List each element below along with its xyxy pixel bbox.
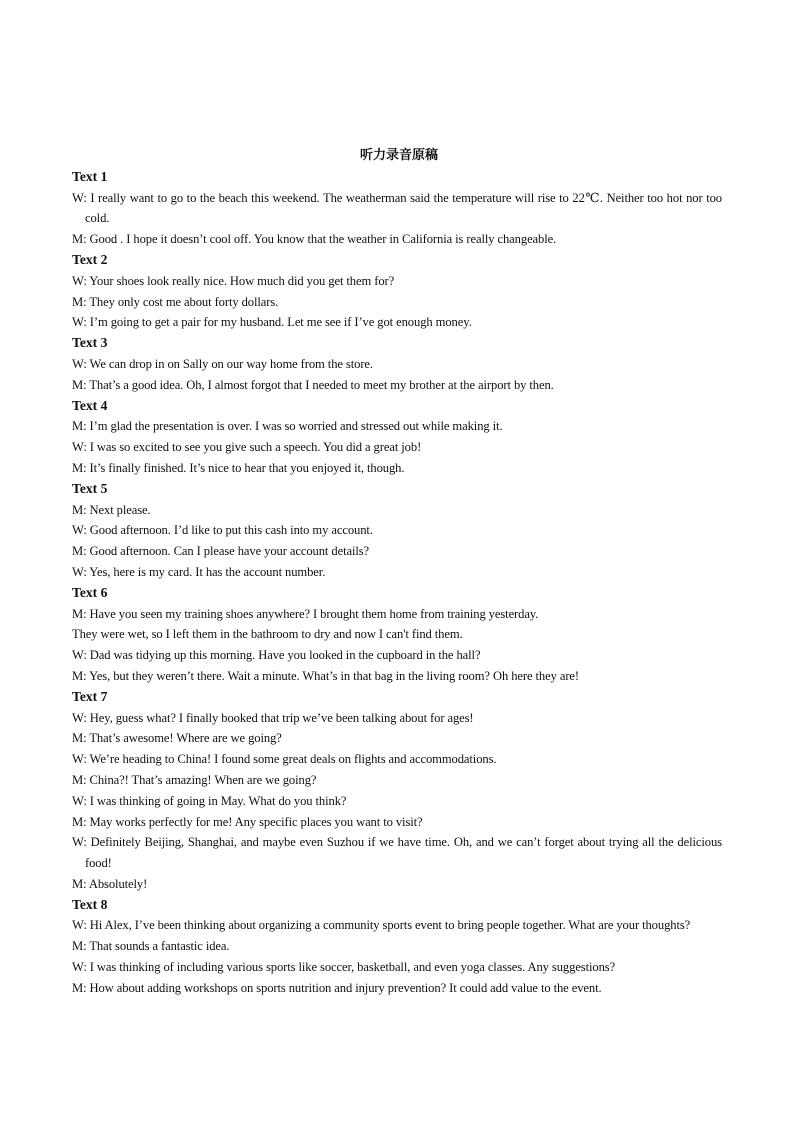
section-heading: Text 5 [72,480,108,496]
dialogue-line: M: It’s finally finished. It’s nice to hear that you enjoyed it, though. [72,460,405,475]
dialogue-line: W: I’m going to get a pair for my husband. Let me see if I’ve got enough money. [72,315,472,330]
dialogue-line: M: China?! That’s amazing! When are we going? [72,772,317,787]
section-heading: Text 6 [72,584,108,600]
section-heading: Text 2 [72,251,108,267]
transcript-section [72,396,722,479]
transcript-section [72,687,722,895]
dialogue-line: M: How about adding workshops on sports nutrition and injury prevention? It could add value to the event. [72,980,602,995]
dialogue-line: M: Good afternoon. Can I please have your account details? [72,544,370,559]
transcript-section [72,250,722,333]
dialogue-line: W: I was thinking of including various sports like soccer, basketball, and even yoga classes. Any suggestions? [72,960,616,975]
dialogue-line: M: I’m glad the presentation is over. I was so worried and stressed out while making it. [72,419,503,434]
dialogue-line: W: We can drop in on Sally on our way home from the store. [72,356,373,371]
section-heading: Text 3 [72,335,108,351]
transcript-section [72,583,722,687]
dialogue-line: M: Yes, but they weren’t there. Wait a minute. What’s in that bag in the living room? Oh here they are! [72,668,580,683]
dialogue-line: M: Next please. [72,502,151,517]
dialogue-line: W: Your shoes look really nice. How much did you get them for? [72,273,395,288]
dialogue-line: W: Hi Alex, I’ve been thinking about organizing a community sports event to bring people together. What are your thoughts? [72,918,691,933]
dialogue-line: W: Yes, here is my card. It has the account number. [72,564,326,579]
dialogue-line: M: That’s a good idea. Oh, I almost forgot that I needed to meet my brother at the airport by then. [72,377,554,392]
document-title: 听力录音原稿 [359,148,438,163]
transcript-section [72,895,722,999]
dialogue-line: M: They only cost me about forty dollars. [72,294,279,309]
dialogue-line: M: That’s awesome! Where are we going? [72,731,282,746]
dialogue-line: They were wet, so I left them in the bathroom to dry and now I can't find them. [72,627,463,642]
dialogue-line: M: That sounds a fantastic idea. [72,939,230,954]
transcript-sections [72,167,722,999]
section-heading: Text 4 [72,397,108,413]
transcript-section [72,333,722,395]
dialogue-line: W: I was thinking of going in May. What do you think? [72,793,347,808]
dialogue-line: W: Definitely Beijing, Shanghai, and maybe even Suzhou if we have time. Oh, and we can’t forget about trying all the delicious food! [72,835,722,871]
dialogue-line: W: I really want to go to the beach this weekend. The weatherman said the temperature will rise to 22℃. Neither too hot nor too cold. [72,190,722,226]
section-heading: Text 7 [72,688,108,704]
section-heading: Text 8 [72,896,108,912]
section-heading: Text 1 [72,168,108,184]
dialogue-line: W: Hey, guess what? I finally booked that trip we’ve been talking about for ages! [72,710,474,725]
dialogue-line: W: I was so excited to see you give such a speech. You did a great job! [72,440,422,455]
dialogue-line: M: Good . I hope it doesn’t cool off. You know that the weather in California is really changeable. [72,232,557,247]
transcript-section [72,479,722,583]
dialogue-line: M: Have you seen my training shoes anywhere? I brought them home from training yesterday. [72,606,539,621]
dialogue-line: W: We’re heading to China! I found some great deals on flights and accommodations. [72,752,497,767]
transcript-section [72,167,722,250]
dialogue-line: M: Absolutely! [72,876,148,891]
document-page [72,146,722,999]
dialogue-line: M: May works perfectly for me! Any specific places you want to visit? [72,814,423,829]
dialogue-line: W: Dad was tidying up this morning. Have you looked in the cupboard in the hall? [72,648,481,663]
dialogue-line: W: Good afternoon. I’d like to put this cash into my account. [72,523,373,538]
